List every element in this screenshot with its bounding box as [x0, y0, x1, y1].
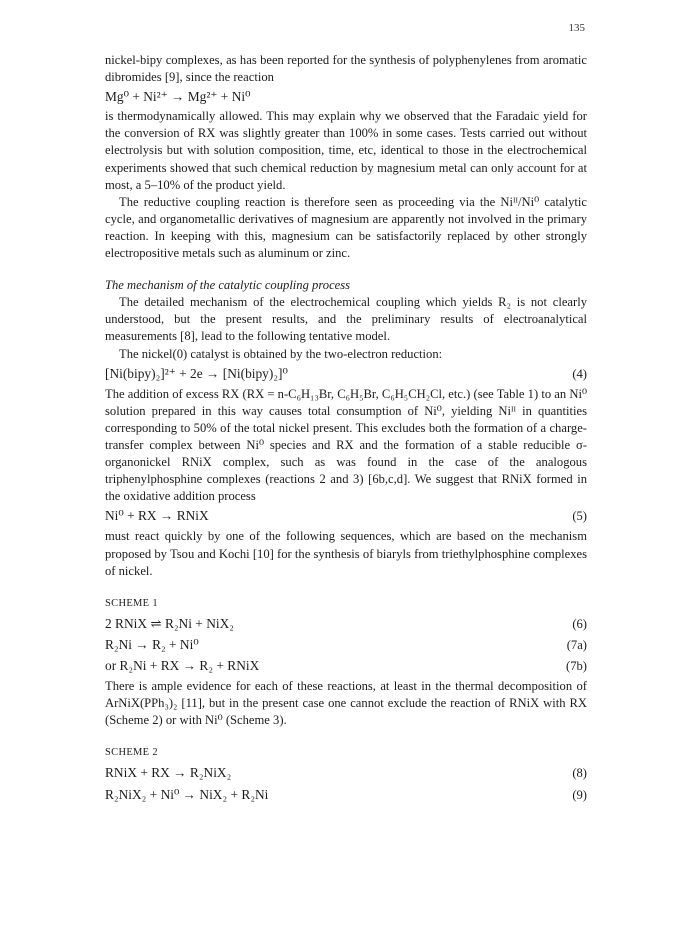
equation-7a-expr: R₂Ni → R₂ + Ni⁰ — [105, 636, 199, 652]
equation-8-expr: RNiX + RX → R₂NiX₂ — [105, 765, 232, 781]
equation-6-number: (6) — [572, 616, 587, 631]
equation-7b — [105, 657, 587, 675]
equation-5-number: (5) — [572, 509, 587, 524]
equation-7a — [105, 636, 587, 654]
paragraph-8: There is ample evidence for each of these reactions, at least in the thermal decomposition of ArNiX(PPh₃)₂ [11], but in the present case one cannot exclude the reaction of RNiX with RX (Scheme 2) or with Ni⁰ (Scheme 3). — [105, 679, 587, 728]
equation-7b-expr: or R₂Ni + RX → R₂ + RNiX — [105, 658, 260, 673]
scheme-1-label: SCHEME 1 — [105, 597, 158, 609]
equation-6 — [105, 615, 587, 633]
equation-6-expr: 2 RNiX ⇌ R₂Ni + NiX₂ — [105, 615, 234, 631]
page-number: 135 — [568, 22, 585, 34]
paragraph-7: must react quickly by one of the following sequences, which are based on the mechanism proposed by Tsou and Kochi [10] for the synthesis of biaryls from triethylphosphine complexes of nickel. — [105, 529, 587, 578]
body-text — [105, 52, 587, 807]
equation-9-expr: R₂NiX₂ + Ni⁰ → NiX₂ + R₂Ni — [105, 786, 269, 802]
section-heading: The mechanism of the catalytic coupling process — [105, 278, 351, 293]
paragraph-1: nickel-bipy complexes, as has been reported for the synthesis of polyphenylenes from aromatic dibromides [9], since the reaction — [105, 53, 587, 85]
equation-7b-number: (7b) — [566, 659, 587, 673]
equation-9 — [105, 786, 587, 804]
paragraph-4: The detailed mechanism of the electrochemical coupling which yields R₂ is not clearly understood, but the present results, and the preliminary results of electroanalytical measurements [8], lead to the following tentative model. — [105, 295, 587, 344]
paragraph-2: is thermodynamically allowed. This may explain why we observed that the Faradaic yield for the conversion of RX was slightly greater than 100% in some cases. Tests carried out without electrolysis but with solution composition, time, etc, identical to those in the electrochemical experiments showed that such chemical reduction by magnesium metal can only account for at most, a 5–10% of the product yield. — [105, 109, 587, 192]
equation-mg-expr: Mg⁰ + Ni²⁺ → Mg²⁺ + Ni⁰ — [105, 89, 251, 105]
paragraph-6: The addition of excess RX (RX = n-C₆H₁₃Br, C₆H₅Br, C₆H₅CH₂Cl, etc.) (see Table 1) to an Ni⁰ solution prepared in this way causes total consumption of Ni⁰, yielding Niᴵᴵ in quantities corresponding to 50% of the total nickel present. This excludes both the formation of a charge-transfer complex between Ni⁰ species and RX and the formation of a stable reducible σ-organonickel RNiX complex, such as was found in the case of the analogous triphenylphosphine complexes (reactions 2 and 3) [6b,c,d]. We suggest that RNiX formed in the oxidative addition process — [105, 386, 587, 504]
equation-4-number: (4) — [572, 366, 587, 381]
equation-7a-number: (7a) — [566, 637, 587, 652]
equation-4-expr: [Ni(bipy)₂]²⁺ + 2e → [Ni(bipy)₂]⁰ — [105, 365, 288, 381]
equation-mg — [105, 88, 587, 105]
paragraph-5: The nickel(0) catalyst is obtained by the two-electron reduction: — [119, 346, 443, 361]
equation-5 — [105, 507, 587, 525]
equation-5-expr: Ni⁰ + RX → RNiX — [105, 508, 209, 524]
equation-4 — [105, 365, 587, 383]
equation-8-number: (8) — [572, 766, 587, 781]
equation-9-number: (9) — [572, 787, 587, 802]
equation-8 — [105, 764, 587, 782]
scheme-2-label: SCHEME 2 — [105, 747, 158, 759]
paragraph-3: The reductive coupling reaction is therefore seen as proceeding via the Niᴵᴵ/Ni⁰ catalytic cycle, and organometallic derivatives of magnesium are apparently not involved in the primary reaction. In keeping with this, magnesium can be satisfactorily replaced by other strongly electropositive metals such as aluminum or zinc. — [105, 194, 587, 261]
